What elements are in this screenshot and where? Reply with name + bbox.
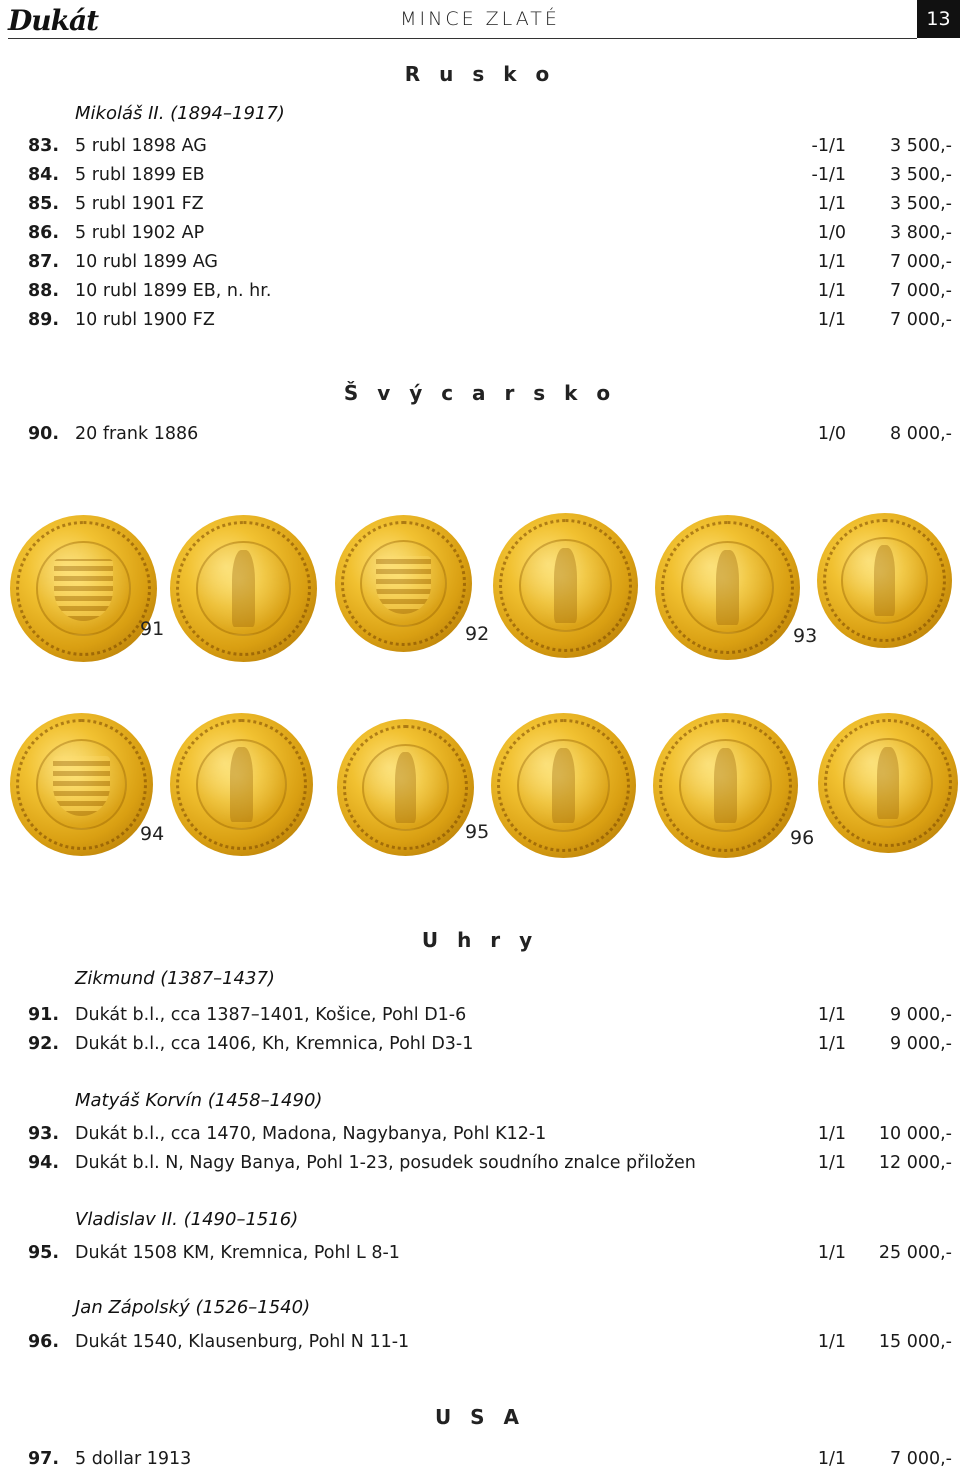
coin-label: 92 xyxy=(465,623,490,645)
lot-description: Dukát 1508 KM, Kremnica, Pohl L 8-1 xyxy=(75,1243,400,1263)
lot-number: 96. xyxy=(28,1332,60,1352)
coin-image xyxy=(170,713,313,856)
lot-price: 7 000,- xyxy=(890,1449,952,1469)
lot-grade: 1/1 xyxy=(817,252,846,272)
coin-label: 94 xyxy=(140,823,165,845)
page-number: 13 xyxy=(917,0,960,38)
lot-row-83 xyxy=(0,136,960,160)
lot-price: 12 000,- xyxy=(878,1153,952,1173)
section-title-rusko: R u s k o xyxy=(404,62,556,86)
lot-price: 3 500,- xyxy=(890,165,952,185)
lot-row-92 xyxy=(0,1034,960,1058)
lot-description: Dukát b.l., cca 1470, Madona, Nagybanya, Pohl K12-1 xyxy=(75,1124,547,1144)
coin-image xyxy=(337,719,474,856)
lot-number: 83. xyxy=(28,136,60,156)
ruler-title-mikolas: Mikoláš II. (1894–1917) xyxy=(75,103,285,124)
lot-row-91 xyxy=(0,1005,960,1029)
lot-grade: 1/1 xyxy=(817,1153,846,1173)
lot-row-85 xyxy=(0,194,960,218)
lot-price: 9 000,- xyxy=(890,1034,952,1054)
ruler-title-jan: Jan Zápolský (1526–1540) xyxy=(75,1297,311,1318)
lot-grade: 1/1 xyxy=(817,1332,846,1352)
lot-price: 25 000,- xyxy=(878,1243,952,1263)
lot-price: 7 000,- xyxy=(890,310,952,330)
lot-number: 95. xyxy=(28,1243,60,1263)
lot-description: 10 rubl 1899 EB, n. hr. xyxy=(75,281,272,301)
lot-description: 5 rubl 1901 FZ xyxy=(75,194,204,214)
coin-image xyxy=(655,515,800,660)
lot-grade: 1/0 xyxy=(817,424,846,444)
coin-image xyxy=(818,713,958,853)
ruler-title-vladislav: Vladislav II. (1490–1516) xyxy=(75,1209,299,1230)
lot-description: 5 rubl 1902 AP xyxy=(75,223,205,243)
lot-grade: 1/1 xyxy=(817,1124,846,1144)
lot-price: 3 500,- xyxy=(890,194,952,214)
header-rule xyxy=(8,38,917,39)
lot-grade: -1/1 xyxy=(811,165,846,185)
coin-label: 96 xyxy=(790,827,815,849)
lot-row-89 xyxy=(0,310,960,334)
lot-description: 5 rubl 1899 EB xyxy=(75,165,205,185)
lot-grade: 1/0 xyxy=(817,223,846,243)
lot-grade: 1/1 xyxy=(817,310,846,330)
lot-row-93 xyxy=(0,1124,960,1148)
coin-image xyxy=(491,713,636,858)
lot-number: 86. xyxy=(28,223,60,243)
lot-grade: 1/1 xyxy=(817,194,846,214)
section-title-usa: U S A xyxy=(434,1405,526,1429)
lot-row-96 xyxy=(0,1332,960,1356)
running-head: MINCE ZLATÉ xyxy=(400,8,560,30)
coin-image xyxy=(817,513,952,648)
lot-price: 3 500,- xyxy=(890,136,952,156)
lot-row-88 xyxy=(0,281,960,305)
lot-number: 85. xyxy=(28,194,60,214)
lot-price: 3 800,- xyxy=(890,223,952,243)
lot-grade: 1/1 xyxy=(817,1449,846,1469)
lot-number: 93. xyxy=(28,1124,60,1144)
coin-label: 91 xyxy=(140,618,165,640)
lot-number: 90. xyxy=(28,424,60,444)
coin-image xyxy=(493,513,638,658)
lot-row-84 xyxy=(0,165,960,189)
coin-image xyxy=(653,713,798,858)
lot-number: 89. xyxy=(28,310,60,330)
coin-image xyxy=(335,515,472,652)
lot-number: 97. xyxy=(28,1449,60,1469)
coin-image xyxy=(10,713,153,856)
lot-grade: 1/1 xyxy=(817,1243,846,1263)
lot-grade: 1/1 xyxy=(817,281,846,301)
lot-row-97 xyxy=(0,1449,960,1473)
lot-row-86 xyxy=(0,223,960,247)
dukat-logo: Dukát xyxy=(8,4,99,37)
lot-price: 7 000,- xyxy=(890,252,952,272)
lot-number: 87. xyxy=(28,252,60,272)
ruler-title-matyas: Matyáš Korvín (1458–1490) xyxy=(75,1090,323,1111)
lot-price: 9 000,- xyxy=(890,1005,952,1025)
coin-image xyxy=(10,515,157,662)
lot-price: 8 000,- xyxy=(890,424,952,444)
coin-label: 95 xyxy=(465,821,490,843)
lot-price: 15 000,- xyxy=(878,1332,952,1352)
lot-row-90 xyxy=(0,424,960,448)
lot-description: Dukát 1540, Klausenburg, Pohl N 11-1 xyxy=(75,1332,410,1352)
lot-number: 91. xyxy=(28,1005,60,1025)
lot-grade: 1/1 xyxy=(817,1005,846,1025)
lot-price: 7 000,- xyxy=(890,281,952,301)
lot-description: Dukát b.l. N, Nagy Banya, Pohl 1-23, posudek soudního znalce přiložen xyxy=(75,1153,696,1173)
lot-row-94 xyxy=(0,1153,960,1177)
lot-row-95 xyxy=(0,1243,960,1267)
coin-image xyxy=(170,515,317,662)
lot-number: 88. xyxy=(28,281,60,301)
lot-number: 92. xyxy=(28,1034,60,1054)
lot-description: 10 rubl 1899 AG xyxy=(75,252,218,272)
section-title-svycarsko: Š v ý c a r s k o xyxy=(343,381,617,405)
lot-description: 5 rubl 1898 AG xyxy=(75,136,207,156)
lot-description: 20 frank 1886 xyxy=(75,424,199,444)
lot-row-87 xyxy=(0,252,960,276)
section-title-uhry: U h r y xyxy=(421,928,539,952)
ruler-title-zikmund: Zikmund (1387–1437) xyxy=(75,968,275,989)
lot-grade: -1/1 xyxy=(811,136,846,156)
lot-description: 5 dollar 1913 xyxy=(75,1449,192,1469)
lot-number: 84. xyxy=(28,165,60,185)
lot-description: Dukát b.l., cca 1387–1401, Košice, Pohl D1-6 xyxy=(75,1005,467,1025)
lot-price: 10 000,- xyxy=(878,1124,952,1144)
lot-description: 10 rubl 1900 FZ xyxy=(75,310,215,330)
coin-label: 93 xyxy=(793,625,818,647)
lot-grade: 1/1 xyxy=(817,1034,846,1054)
lot-number: 94. xyxy=(28,1153,60,1173)
lot-description: Dukát b.l., cca 1406, Kh, Kremnica, Pohl D3-1 xyxy=(75,1034,474,1054)
